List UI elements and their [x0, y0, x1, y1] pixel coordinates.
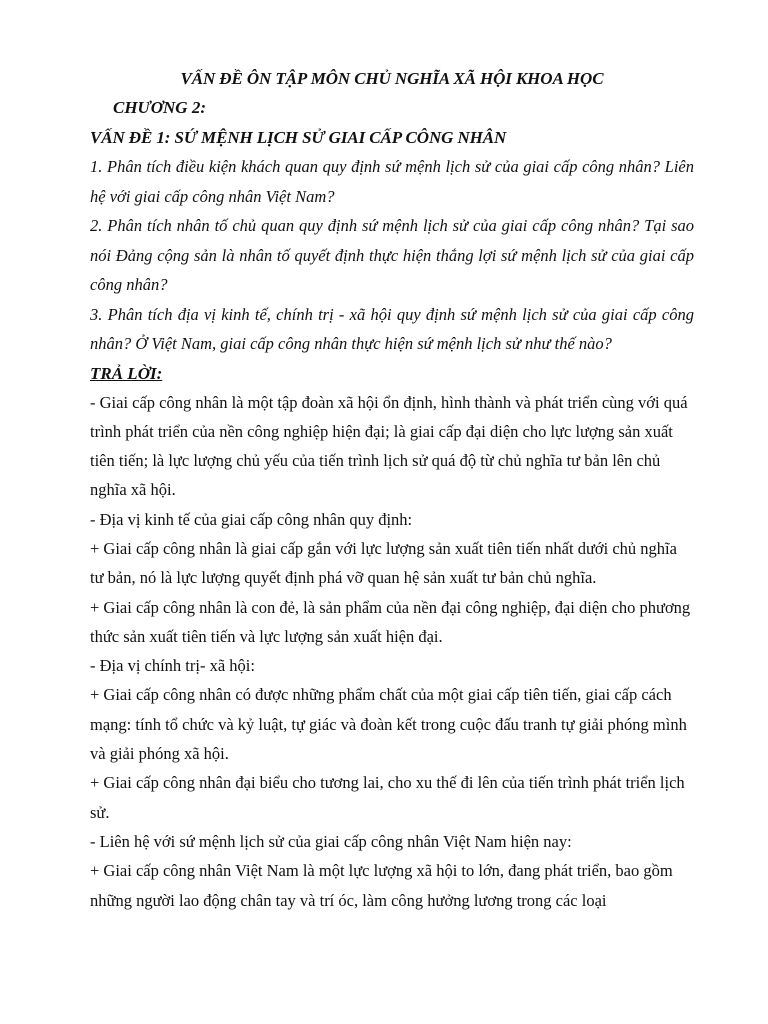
- answer-paragraph: - Liên hệ với sứ mệnh lịch sử của giai cấp công nhân Việt Nam hiện nay:: [90, 831, 572, 851]
- document-page: [90, 66, 694, 915]
- answer-paragraph: + Giai cấp công nhân có được những phẩm chất của một giai cấp tiên tiến, giai cấp cách mạng: tính tổ chức và kỷ luật, tự giác và đoàn kết trong cuộc đấu tranh tự giải phóng mình và giải phóng xã hội.: [90, 685, 687, 764]
- answer-label: TRẢ LỜI:: [90, 363, 163, 383]
- answer-paragraph: - Địa vị chính trị- xã hội:: [90, 656, 255, 676]
- issue-heading: VẤN ĐỀ 1: SỨ MỆNH LỊCH SỬ GIAI CẤP CÔNG NHÂN: [90, 128, 507, 147]
- question-2: 2. Phân tích nhân tố chủ quan quy định sứ mệnh lịch sử của giai cấp công nhân? Tại sao nói Đảng cộng sản là nhân tố quyết định thực hiện thắng lợi sứ mệnh lịch sử của giai cấp công nhân?: [90, 216, 694, 294]
- document-title: VẤN ĐỀ ÔN TẬP MÔN CHỦ NGHĨA XÃ HỘI KHOA HỌC: [180, 69, 604, 88]
- answer-paragraph: - Địa vị kinh tế của giai cấp công nhân quy định:: [90, 509, 413, 529]
- question-3: 3. Phân tích địa vị kinh tế, chính trị - xã hội quy định sứ mệnh lịch sử của giai cấp công nhân? Ở Việt Nam, giai cấp công nhân thực hiện sứ mệnh lịch sử như thế nào?: [90, 304, 694, 353]
- answer-paragraph: + Giai cấp công nhân đại biểu cho tương lai, cho xu thế đi lên của tiến trình phát triển lịch sử.: [90, 773, 685, 822]
- answer-paragraph: + Giai cấp công nhân Việt Nam là một lực lượng xã hội to lớn, đang phát triển, bao gồm những người lao động chân tay và trí óc, làm công hưởng lương trong các loại: [90, 861, 673, 910]
- answer-paragraph: - Giai cấp công nhân là một tập đoàn xã hội ổn định, hình thành và phát triển cùng với quá trình phát triển của nền công nghiệp hiện đại; là giai cấp đại diện cho lực lượng sản xuất tiên tiến; là lực lượng chủ yếu của tiến trình lịch sử quá độ từ chủ nghĩa tư bản lên chủ nghĩa xã hội.: [90, 392, 688, 500]
- question-1: 1. Phân tích điều kiện khách quan quy định sứ mệnh lịch sử của giai cấp công nhân? Liên hệ với giai cấp công nhân Việt Nam?: [90, 157, 694, 206]
- answer-paragraph: + Giai cấp công nhân là con đẻ, là sản phẩm của nền đại công nghiệp, đại diện cho phương thức sản xuất tiên tiến và lực lượng sản xuất hiện đại.: [90, 597, 691, 646]
- chapter-heading: CHƯƠNG 2:: [113, 98, 206, 117]
- answer-paragraph: + Giai cấp công nhân là giai cấp gắn với lực lượng sản xuất tiên tiến nhất dưới chủ nghĩa tư bản, nó là lực lượng quyết định phá vỡ quan hệ sản xuất tư bản chủ nghĩa.: [90, 538, 677, 588]
